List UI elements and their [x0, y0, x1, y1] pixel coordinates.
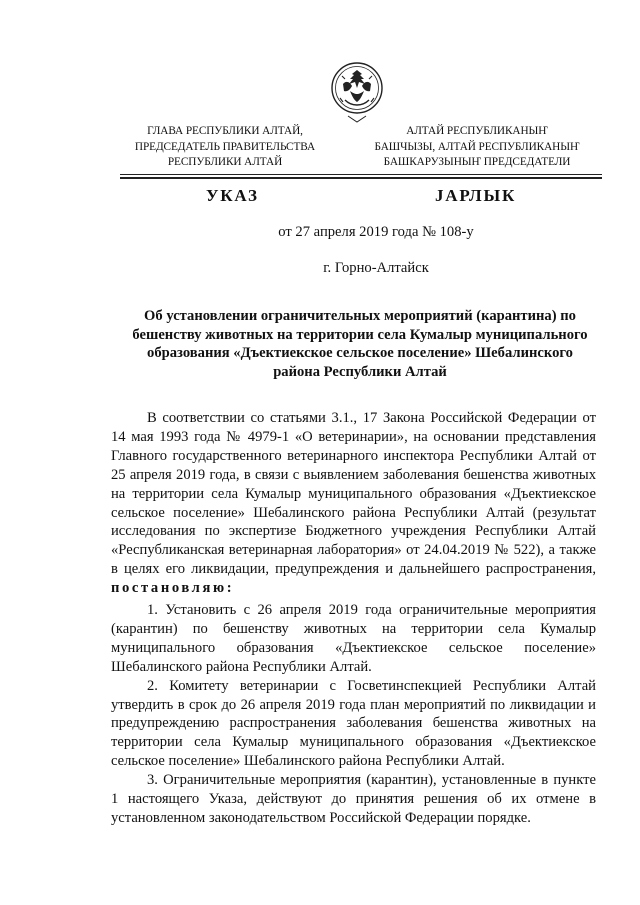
- subject-line: Об установлении ограничительных мероприятий (карантина) по: [144, 308, 576, 324]
- authority-line: ПРЕДСЕДАТЕЛЬ ПРАВИТЕЛЬСТВА: [134, 140, 316, 153]
- coat-of-arms-altai-icon: [328, 58, 386, 124]
- authority-line: АЛТАЙ РЕСПУБЛИКАНЫҤ: [406, 125, 548, 137]
- decree-item-2: 2. Комитету ветеринарии с Госветинспекцией Республики Алтай утвердить в срок до 26 апреля 2019 года план мероприятий по ликвидации и предупреждению распространения заболевания бешенства животных на территории села Кумалыр муниципального образования «Дъектиекское сельское поселение» Шебалинского района Республики Алтай.: [111, 677, 596, 770]
- authority-line: БАШКАРУЗЫНЫҤ ПРЕДСЕДАТЕЛИ: [383, 156, 571, 168]
- decree-items: [111, 601, 596, 828]
- decree-title-russian: УКАЗ: [206, 186, 259, 205]
- header-divider-thin: [120, 174, 602, 175]
- decree-subject: [110, 307, 610, 381]
- preamble: [111, 409, 596, 598]
- preamble-text: В соответствии со статьями 3.1., 17 Закона Российской Федерации от 14 мая 1993 года № 4979-1 «О ветеринарии», на основании представления Главного государственного ветеринарного инспектора Республики Алтай от 25 апреля 2019 года, в связи с выявлением заболевания бешенства животных на территории села Кумалыр муниципального образования «Дъектиекское сельское поселение» Шебалинского района Республики Алтай (результат исследования по экспертизе Бюджетного учреждения Республики Алтай «Республиканская ветеринарная лаборатория» от 24.04.2019 № 522), а также в целях его ликвидации, предупреждения и дальнейшего распространения,: [111, 410, 596, 578]
- decree-city: г. Горно-Алтайск: [323, 260, 429, 276]
- subject-line: района Республики Алтай: [273, 363, 447, 380]
- decree-item-1: 1. Установить с 26 апреля 2019 года ограничительные мероприятия (карантин) по бешенству животных на территории села Кумалыр муниципального образования «Дъектиекское сельское поселение» Шебалинского района Республики Алтай.: [111, 602, 596, 675]
- header-divider-thick: [120, 177, 602, 179]
- decree-title-altai: ЈАРЛЫК: [435, 186, 517, 205]
- decree-item-3: 3. Ограничительные мероприятия (карантин), установленные в пункте 1 настоящего Указа, действуют до принятия решения об их отмене в установленном законодательством Российской Федерации порядке.: [111, 772, 596, 826]
- authority-name-russian: [112, 124, 338, 171]
- authority-line: ГЛАВА РЕСПУБЛИКИ АЛТАЙ,: [147, 125, 303, 137]
- subject-line: образования «Дъектиекское сельское поселение» Шебалинского: [147, 345, 573, 361]
- authority-line: БАШЧЫЗЫ, АЛТАЙ РЕСПУБЛИКАНЫҤ: [374, 140, 580, 153]
- decree-date-number: от 27 апреля 2019 года № 108-у: [278, 224, 474, 240]
- authority-name-altai: [352, 124, 602, 171]
- subject-line: бешенству животных на территории села Кумалыр муниципального: [132, 326, 588, 343]
- authority-line: РЕСПУБЛИКИ АЛТАЙ: [167, 156, 283, 168]
- preamble-paragraph: [111, 409, 596, 598]
- resolve-word: постановляю:: [111, 580, 235, 597]
